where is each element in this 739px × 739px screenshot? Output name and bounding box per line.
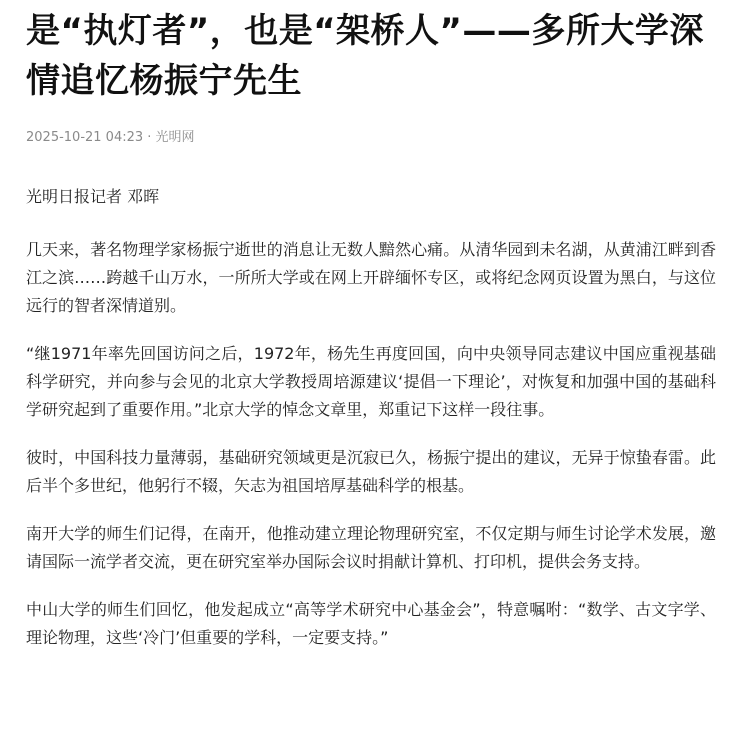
article-paragraph: 彼时，中国科技力量薄弱，基础研究领域更是沉寂已久，杨振宁提出的建议，无异于惊蛰春雷。此后半个多世纪，他躬行不辍，矢志为祖国培厚基础科学的根基。 xyxy=(26,448,716,495)
article xyxy=(26,6,716,652)
article-paragraph: 中山大学的师生们回忆，他发起成立“高等学术研究中心基金会”，特意嘱咐：“数学、古文字学、理论物理，这些‘冷门’但重要的学科，一定要支持。” xyxy=(26,600,716,647)
article-paragraph: 几天来，著名物理学家杨振宁逝世的消息让无数人黯然心痛。从清华园到未名湖，从黄浦江畔到香江之滨……跨越千山万水，一所所大学或在网上开辟缅怀专区，或将纪念网页设置为黑白，与这位远行的智者深情道别。 xyxy=(26,240,716,315)
article-body xyxy=(26,236,716,652)
article-title: 是“执灯者”，也是“架桥人”——多所大学深情追忆杨振宁先生 xyxy=(26,11,704,101)
article-meta: 2025-10-21 04:23 · 光明网 xyxy=(26,130,195,145)
article-paragraph: 南开大学的师生们记得，在南开，他推动建立理论物理研究室，不仅定期与师生讨论学术发展，邀请国际一流学者交流，更在研究室举办国际会议时捐献计算机、打印机，提供会务支持。 xyxy=(26,524,716,571)
article-byline: 光明日报记者 邓晖 xyxy=(26,187,160,206)
article-paragraph: “继1971年率先回国访问之后，1972年，杨先生再度回国，向中央领导同志建议中国应重视基础科学研究，并向参与会见的北京大学教授周培源建议‘提倡一下理论’，对恢复和加强中国的基础科学研究起到了重要作用。”北京大学的悼念文章里，郑重记下这样一段往事。 xyxy=(26,344,716,419)
